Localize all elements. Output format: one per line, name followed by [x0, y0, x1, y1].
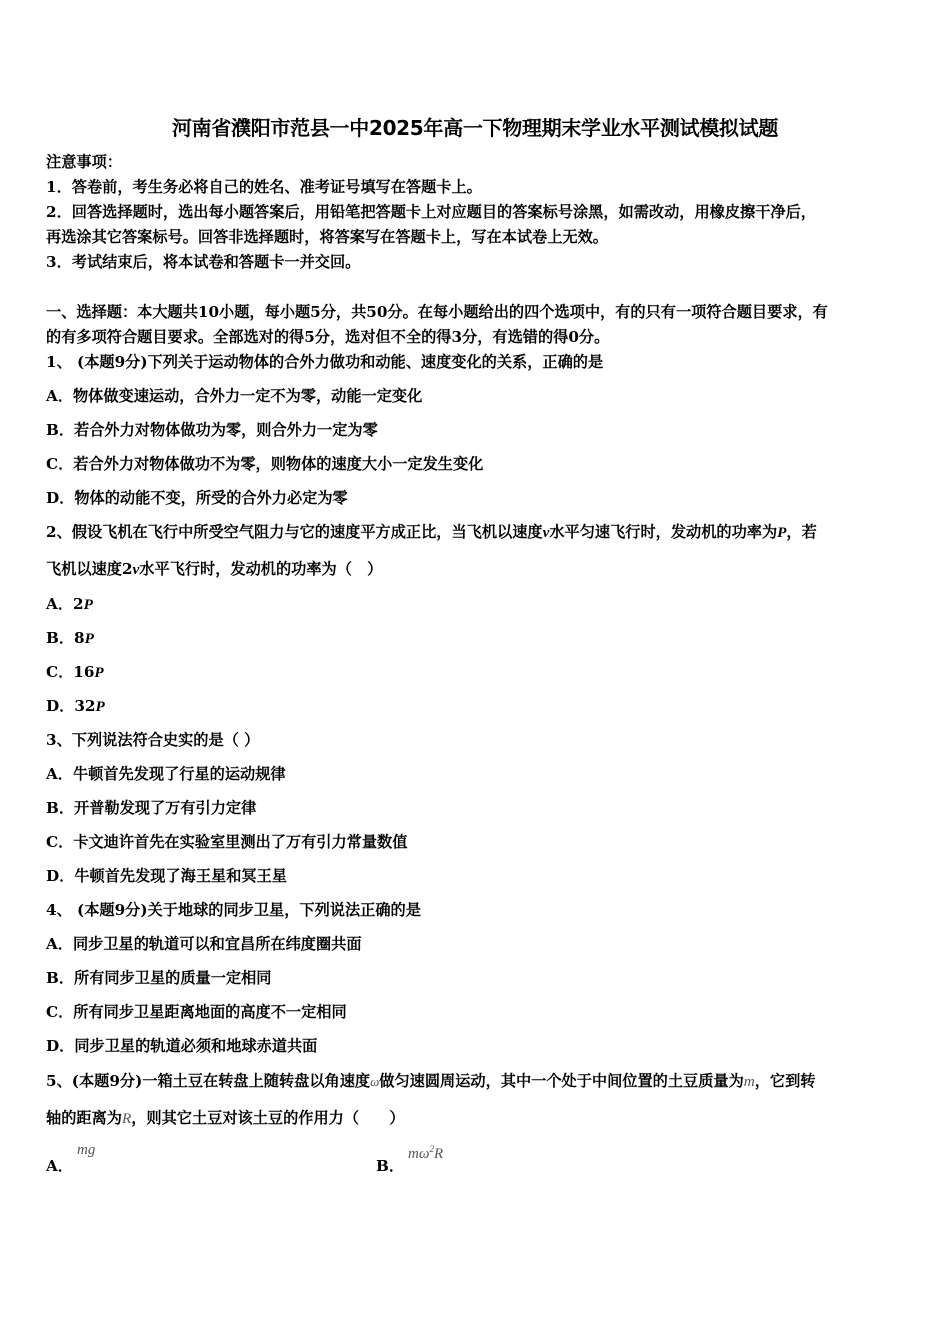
q2-option-d-num: 32	[74, 697, 96, 715]
q2-stem-line1	[46, 522, 906, 543]
q5-var-omega: ω	[370, 1074, 380, 1089]
q3-stem: 3、下列说法符合史实的是（ ）	[46, 731, 260, 749]
q3-option-d: D．牛顿首先发现了海王星和冥王星	[46, 867, 287, 885]
q5-stem-text-c: ，它到转	[754, 1072, 816, 1090]
q5-stem2-text-b: ，则其它土豆对该土豆的作用力（ ）	[131, 1109, 405, 1127]
q2-stem-text-b: 水平匀速飞行时，发动机的功率为	[549, 523, 778, 541]
q3-option-c: C．卡文迪许首先在实验室里测出了万有引力常量数值	[46, 833, 408, 851]
q5-option-b-sup: 2	[429, 1144, 434, 1154]
q2-option-b	[46, 628, 906, 649]
q5-option-b-r: R	[433, 1146, 444, 1162]
page-title: 河南省濮阳市范县一中2025年高一下物理期末学业水平测试模拟试题	[171, 116, 779, 140]
q2-option-a	[46, 594, 906, 615]
q2-option-a-var: P	[83, 596, 93, 613]
q5-option-a-math: mg	[77, 1142, 96, 1158]
q2-stem-text-a: 2、假设飞机在飞行中所受空气阻力与它的速度平方成正比，当飞机以速度	[46, 523, 543, 541]
notes-item-1: 1．答卷前，考生务必将自己的姓名、准考证号填写在答题卡上。	[46, 178, 482, 196]
q2-option-b-num: 8	[74, 629, 85, 647]
q2-option-c-num: 16	[73, 663, 95, 681]
notes-item-3: 3．考试结束后，将本试卷和答题卡一并交回。	[46, 253, 361, 271]
q2-stem2-text-a: 飞机以速度2	[46, 560, 133, 578]
q1-stem: 1、 (本题9分)下列关于运动物体的合外力做功和动能、速度变化的关系，正确的是	[46, 353, 604, 371]
q2-stem2-text-b: 水平飞行时，发动机的功率为（ ）	[139, 560, 383, 578]
q5-stem-line2	[46, 1108, 906, 1129]
q1-option-a: A．物体做变速运动，合外力一定不为零，动能一定变化	[46, 387, 423, 405]
q1-option-c: C．若合外力对物体做功不为零，则物体的速度大小一定发生变化	[46, 455, 484, 473]
q4-stem: 4、 (本题9分)关于地球的同步卫星，下列说法正确的是	[46, 901, 421, 919]
q3-option-b: B．开普勒发现了万有引力定律	[46, 799, 257, 817]
q5-option-a-label: A．	[46, 1157, 73, 1175]
q4-option-c: C．所有同步卫星距离地面的高度不一定相同	[46, 1003, 347, 1021]
q2-option-b-var: P	[84, 630, 94, 647]
q2-option-c-label: C．	[46, 663, 74, 681]
q4-option-d: D．同步卫星的轨道必须和地球赤道共面	[46, 1037, 318, 1055]
section-intro-line2: 的有多项符合题目要求。全部选对的得5分，选对但不全的得3分，有选错的得0分。	[46, 328, 610, 346]
q2-option-b-label: B．	[46, 629, 75, 647]
q2-option-c-var: P	[94, 664, 104, 681]
q2-option-a-num: 2	[72, 595, 84, 613]
q2-option-c	[46, 662, 906, 683]
q2-option-d	[46, 696, 906, 717]
q2-option-a-label: A．	[46, 595, 73, 613]
q2-var-v: v	[542, 524, 550, 541]
q1-option-d: D．物体的动能不变，所受的合外力必定为零	[46, 489, 348, 507]
section-intro-line1: 一、选择题：本大题共10小题，每小题5分，共50分。在每小题给出的四个选项中，有的只有一项符合题目要求，有	[46, 303, 828, 321]
q5-var-m: m	[743, 1073, 755, 1090]
q2-option-d-var: P	[95, 698, 105, 715]
q5-stem-line1	[46, 1071, 906, 1092]
q4-option-a: A．同步卫星的轨道可以和宜昌所在纬度圈共面	[46, 935, 362, 953]
q2-var-p: P	[777, 524, 787, 541]
q5-option-b-math	[408, 1144, 443, 1163]
q5-stem-text-a: 5、(本题9分)一箱土豆在转盘上随转盘以角速度	[46, 1072, 371, 1090]
q2-stem-line2	[46, 559, 906, 580]
q5-option-b-label: B．	[376, 1157, 405, 1175]
q5-option-b-m: mω	[408, 1146, 430, 1162]
q5-stem2-text-a: 轴的距离为	[46, 1109, 122, 1127]
q4-option-b: B．所有同步卫星的质量一定相同	[46, 969, 272, 987]
q2-stem-text-c: ，若	[786, 523, 817, 541]
q2-var-v-2: v	[132, 561, 140, 578]
q5-stem-text-b: 做匀速圆周运动，其中一个处于中间位置的土豆质量为	[379, 1072, 744, 1090]
q1-option-b: B．若合外力对物体做功为零，则合外力一定为零	[46, 421, 378, 439]
q5-var-r: R	[121, 1110, 132, 1127]
notes-heading: 注意事项：	[46, 153, 122, 171]
notes-item-2: 2．回答选择题时，选出每小题答案后，用铅笔把答题卡上对应题目的答案标号涂黑，如需改动，用橡皮擦干净后，	[46, 203, 816, 221]
notes-item-2-cont: 再选涂其它答案标号。回答非选择题时，将答案写在答题卡上，写在本试卷上无效。	[46, 228, 608, 246]
q2-option-d-label: D．	[46, 697, 75, 715]
q3-option-a: A．牛顿首先发现了行星的运动规律	[46, 765, 286, 783]
